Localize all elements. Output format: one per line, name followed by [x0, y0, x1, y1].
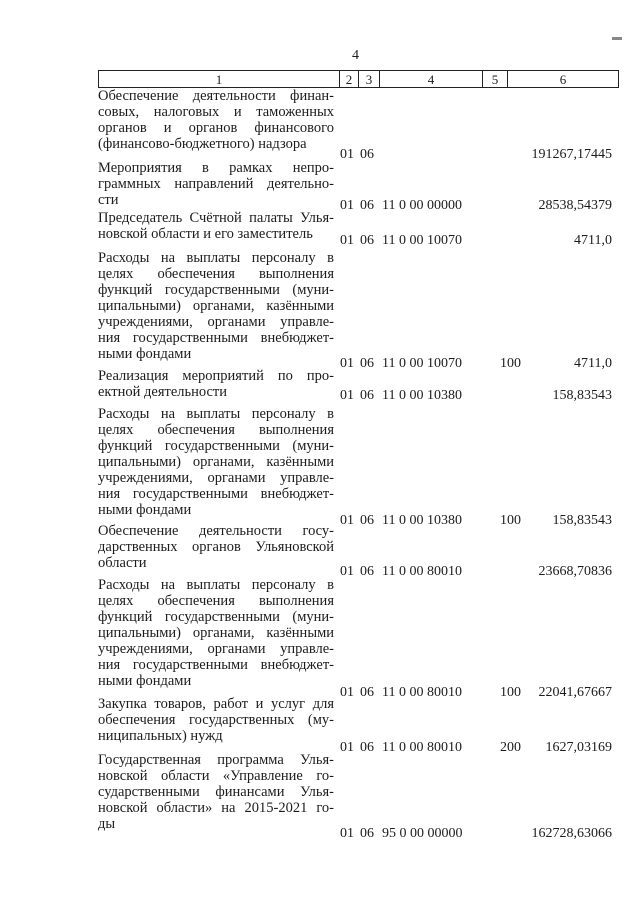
- description-line: ными фондами: [98, 502, 192, 518]
- description-line: учреждениями, органами управле-: [98, 470, 334, 486]
- row-codes: [340, 147, 530, 163]
- subsection-code: 06: [360, 826, 374, 841]
- description-line: Обеспечение деятельности финан-: [98, 88, 334, 104]
- row-codes: [340, 198, 530, 214]
- row-amount: 22041,67667: [538, 685, 612, 700]
- description-line: Расходы на выплаты персоналу в: [98, 250, 334, 266]
- description-line: новской области и его заместитель: [98, 226, 313, 242]
- target-article-code: 11 0 00 10380: [382, 388, 462, 403]
- target-article-code: 11 0 00 10070: [382, 233, 462, 248]
- column-header-1: 1: [98, 70, 340, 88]
- row-description: [98, 160, 334, 208]
- description-line: обеспечения государственных (му-: [98, 712, 334, 728]
- description-line: целях обеспечения выполнения: [98, 593, 334, 609]
- row-codes: [340, 388, 530, 404]
- expense-type-code: 200: [500, 740, 521, 755]
- row-description: [98, 406, 334, 518]
- row-amount: 191267,17445: [531, 147, 612, 162]
- row-description: [98, 577, 334, 689]
- subsection-code: 06: [360, 513, 374, 528]
- section-code: 01: [340, 233, 354, 248]
- row-codes: [340, 564, 530, 580]
- section-code: 01: [340, 147, 354, 162]
- subsection-code: 06: [360, 147, 374, 162]
- description-line: функций государственными (муни-: [98, 282, 334, 298]
- target-article-code: 11 0 00 80010: [382, 740, 462, 755]
- row-amount: 1627,03169: [545, 740, 612, 755]
- scan-mark: ▬: [612, 32, 622, 43]
- section-code: 01: [340, 388, 354, 403]
- row-description: [98, 696, 334, 744]
- description-line: Обеспечение деятельности госу-: [98, 523, 334, 539]
- row-amount: 162728,63066: [531, 826, 612, 841]
- description-line: ными фондами: [98, 673, 192, 689]
- subsection-code: 06: [360, 564, 374, 579]
- row-amount: 158,83543: [552, 388, 612, 403]
- expense-type-code: 100: [500, 685, 521, 700]
- section-code: 01: [340, 513, 354, 528]
- description-line: ния государственными внебюджет-: [98, 657, 334, 673]
- description-line: Закупка товаров, работ и услуг для: [98, 696, 334, 712]
- description-line: области: [98, 555, 147, 571]
- section-code: 01: [340, 740, 354, 755]
- description-line: ектной деятельности: [98, 384, 228, 400]
- description-line: учреждениями, органами управле-: [98, 314, 334, 330]
- row-amount: 23668,70836: [538, 564, 612, 579]
- description-line: Председатель Счётной палаты Улья-: [98, 210, 334, 226]
- description-line: функций государственными (муни-: [98, 438, 334, 454]
- section-code: 01: [340, 685, 354, 700]
- target-article-code: 11 0 00 10070: [382, 356, 462, 371]
- row-description: [98, 752, 334, 832]
- row-description: [98, 88, 334, 152]
- target-article-code: 11 0 00 80010: [382, 564, 462, 579]
- description-line: ципальными) органами, казёнными: [98, 454, 334, 470]
- description-line: дарственных органов Ульяновской: [98, 539, 334, 555]
- description-line: (финансово-бюджетного) надзора: [98, 136, 307, 152]
- section-code: 01: [340, 826, 354, 841]
- description-line: ния государственными внебюджет-: [98, 486, 334, 502]
- subsection-code: 06: [360, 233, 374, 248]
- description-line: целях обеспечения выполнения: [98, 266, 334, 282]
- target-article-code: 11 0 00 80010: [382, 685, 462, 700]
- description-line: граммных направлений деятельно-: [98, 176, 334, 192]
- page-number: 4: [352, 48, 359, 63]
- description-line: ципальными) органами, казёнными: [98, 298, 334, 314]
- row-codes: [340, 356, 530, 372]
- description-line: новской области» на 2015-2021 го-: [98, 800, 334, 816]
- column-header-2: 2: [339, 70, 359, 88]
- row-description: [98, 523, 334, 571]
- row-amount: 4711,0: [574, 233, 612, 248]
- description-line: функций государственными (муни-: [98, 609, 334, 625]
- target-article-code: 11 0 00 10380: [382, 513, 462, 528]
- column-header-6: 6: [507, 70, 619, 88]
- description-line: ными фондами: [98, 346, 192, 362]
- row-codes: [340, 685, 530, 701]
- description-line: ния государственными внебюджет-: [98, 330, 334, 346]
- row-codes: [340, 233, 530, 249]
- description-line: Расходы на выплаты персоналу в: [98, 577, 334, 593]
- expense-type-code: 100: [500, 513, 521, 528]
- description-line: сударственными финансами Улья-: [98, 784, 334, 800]
- row-description: [98, 368, 334, 400]
- description-line: Мероприятия в рамках непро-: [98, 160, 334, 176]
- description-line: ды: [98, 816, 116, 832]
- description-line: учреждениями, органами управле-: [98, 641, 334, 657]
- row-amount: 158,83543: [552, 513, 612, 528]
- row-amount: 4711,0: [574, 356, 612, 371]
- description-line: органов и органов финансового: [98, 120, 334, 136]
- description-line: Государственная программа Улья-: [98, 752, 334, 768]
- description-line: Реализация мероприятий по про-: [98, 368, 334, 384]
- expense-type-code: 100: [500, 356, 521, 371]
- section-code: 01: [340, 356, 354, 371]
- target-article-code: 11 0 00 00000: [382, 198, 462, 213]
- description-line: совых, налоговых и таможенных: [98, 104, 334, 120]
- row-amount: 28538,54379: [538, 198, 612, 213]
- subsection-code: 06: [360, 356, 374, 371]
- row-description: [98, 250, 334, 362]
- description-line: новской области «Управление го-: [98, 768, 334, 784]
- description-line: ципальными) органами, казёнными: [98, 625, 334, 641]
- section-code: 01: [340, 198, 354, 213]
- column-header-3: 3: [358, 70, 380, 88]
- subsection-code: 06: [360, 685, 374, 700]
- row-codes: [340, 740, 530, 756]
- section-code: 01: [340, 564, 354, 579]
- description-line: сти: [98, 192, 119, 208]
- description-line: целях обеспечения выполнения: [98, 422, 334, 438]
- subsection-code: 06: [360, 388, 374, 403]
- subsection-code: 06: [360, 198, 374, 213]
- target-article-code: 95 0 00 00000: [382, 826, 463, 841]
- column-header-5: 5: [482, 70, 508, 88]
- row-codes: [340, 513, 530, 529]
- description-line: Расходы на выплаты персоналу в: [98, 406, 334, 422]
- subsection-code: 06: [360, 740, 374, 755]
- column-header-4: 4: [379, 70, 483, 88]
- row-description: [98, 210, 334, 242]
- description-line: ниципальных) нужд: [98, 728, 223, 744]
- row-codes: [340, 826, 530, 842]
